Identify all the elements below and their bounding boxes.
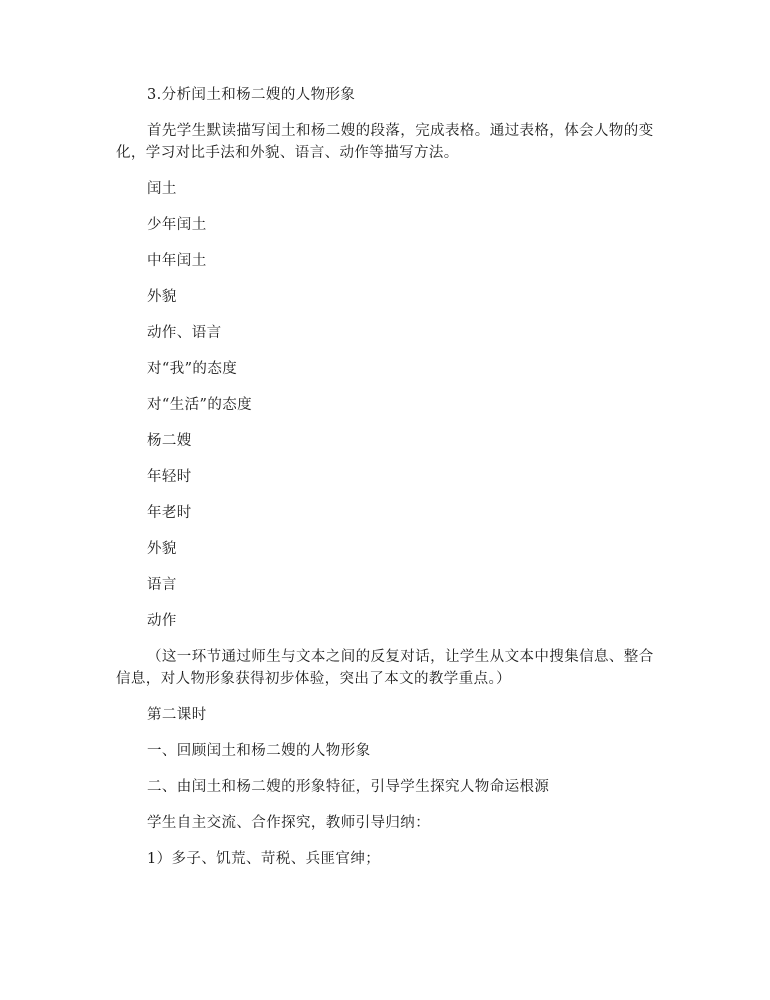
table-cell-text: 杨二嫂 xyxy=(147,433,192,449)
table-cell-text: 中年闰土 xyxy=(147,253,207,269)
table-cell-text: 对“我”的态度 xyxy=(147,361,238,377)
table-cell-text: 闰土 xyxy=(147,181,177,197)
table-cell-text: 外貌 xyxy=(147,541,177,557)
section-heading: 3.分析闰土和杨二嫂的人物形象 xyxy=(147,87,356,103)
paragraph: 一、回顾闰土和杨二嫂的人物形象 xyxy=(147,743,371,759)
table-cell-text: 动作 xyxy=(147,613,177,629)
lesson-heading: 第二课时 xyxy=(147,707,207,723)
table-cell-text: 年老时 xyxy=(147,505,192,521)
table-cell-text: 年轻时 xyxy=(147,469,192,485)
table-cell-text: 语言 xyxy=(147,577,177,593)
paragraph: 学生自主交流、合作探究，教师引导归纳： xyxy=(147,815,431,831)
table-cell-text: 对“生活”的态度 xyxy=(147,397,253,413)
table-cell-text: 动作、语言 xyxy=(147,325,222,341)
paragraph: 首先学生默读描写闰土和杨二嫂的段落，完成表格。通过表格，体会人物的变化，学习对比手法和外貌、语言、动作等描写方法。 xyxy=(116,123,654,161)
table-cell-text: 外貌 xyxy=(147,289,177,305)
document-body xyxy=(116,84,656,884)
paragraph: （这一环节通过师生与文本之间的反复对话，让学生从文本中搜集信息、整合信息，对人物形象获得初步体验，突出了本文的教学重点。） xyxy=(116,649,654,687)
paragraph: 二、由闰土和杨二嫂的形象特征，引导学生探究人物命运根源 xyxy=(147,779,550,795)
list-item: 1）多子、饥荒、苛税、兵匪官绅； xyxy=(147,851,381,867)
table-cell-text: 少年闰土 xyxy=(147,217,207,233)
